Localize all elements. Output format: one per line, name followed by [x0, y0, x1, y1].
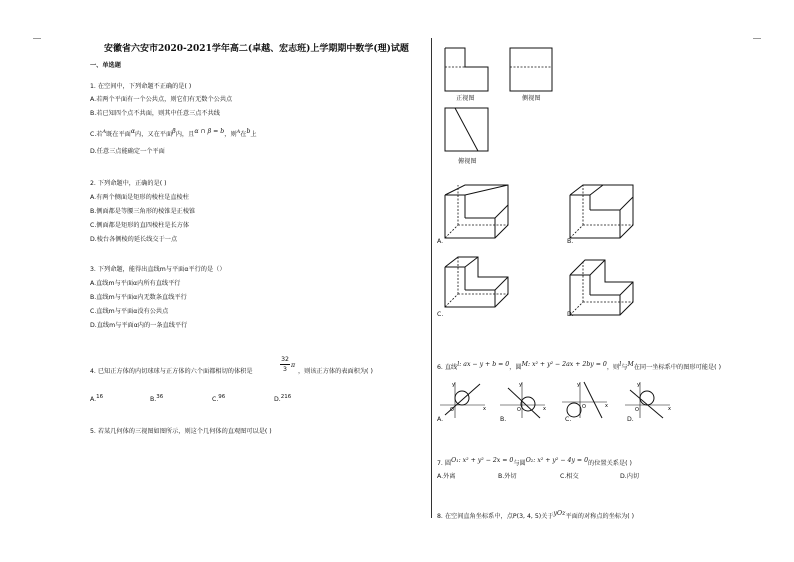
q2-stem: 2. 下列命题中，正确的是( )	[90, 180, 167, 187]
svg-text:O: O	[517, 407, 521, 413]
q7-option-b: B.外切	[498, 473, 517, 480]
q4-option-b: B.$^{36}$	[150, 394, 164, 404]
q7-option-d: D.内切	[620, 473, 640, 480]
svg-text:y: y	[637, 382, 640, 388]
q6-graph-c	[562, 380, 612, 420]
q5-option-a-solid	[440, 180, 520, 245]
q1-option-c: C.若$^A$既在平面α内，又在平面β内，且α ∩ β = b，则$^A$在b上	[90, 128, 257, 138]
q5-option-c-solid	[440, 252, 520, 317]
q2-option-a: A.有两个侧面是矩形的棱柱是直棱柱	[90, 194, 189, 201]
q6-option-b-label: B.	[500, 416, 507, 423]
side-view-label: 侧视图	[522, 95, 541, 102]
q4-option-d: D.$^{216}$	[274, 394, 292, 404]
q2-option-b: B.侧面都是等腰三角形的棱锥是正棱锥	[90, 208, 196, 215]
q3-option-c: C.直线m与平面α没有公共点	[90, 308, 169, 315]
q5-option-c-label: C.	[437, 311, 444, 318]
q4-option-a: A.$^{16}$	[90, 394, 104, 404]
q4-pi: π	[291, 362, 296, 369]
page-title: 安徽省六安市2020-2021学年高二(卓越、宏志班)上学期期中数学(理)试题	[104, 44, 409, 54]
q4-stem-tail: ，则该正方体的表面积为( )	[298, 368, 373, 375]
q7-stem: 7. 圆O₁: x² + y² − 2x = 0与圆O₂: x² + y² − 4y = 0的位置关系是( )	[437, 457, 632, 467]
q1-stem: 1. 在空间中，下列命题不正确的是( )	[90, 83, 192, 90]
q6-graph-a	[440, 380, 490, 420]
page-corner-mark	[753, 38, 761, 39]
q6-stem: 6. 直线l: ax − y + b = 0，圆M: x² + y² − 2ax + 2by = 0，则l与M在同一坐标系中的图形可能是( )	[437, 361, 721, 371]
q5-option-a-label: A.	[437, 238, 444, 245]
svg-text:y: y	[452, 382, 455, 388]
front-view-label: 正视图	[456, 95, 475, 102]
q3-option-d: D.直线m与平面α内的一条直线平行	[90, 322, 188, 329]
svg-text:O: O	[450, 407, 454, 413]
q1-option-a: A.若两个平面有一个公共点，则它们有无数个公共点	[90, 96, 233, 103]
q4-stem: 4. 已知正方体的内切球球与正方体的六个面都相切的体积是	[90, 368, 253, 375]
q7-option-c: C.相交	[560, 473, 579, 480]
front-view-figure	[440, 45, 500, 95]
svg-text:O: O	[635, 407, 639, 413]
svg-text:O: O	[582, 404, 586, 410]
q4-option-c: C.$^{96}$	[212, 394, 226, 404]
q6-graph-d	[625, 380, 675, 420]
q7-option-a: A.外离	[437, 473, 456, 480]
q5-option-d-label: D.	[567, 311, 574, 318]
column-divider	[431, 38, 432, 518]
q6-option-c-label: C.	[565, 416, 572, 423]
svg-text:x: x	[483, 406, 486, 412]
q1-option-b: B.若已知四个点不共面，则其中任意三点不共线	[90, 110, 220, 117]
svg-text:x: x	[543, 406, 546, 412]
q5-option-b-label: B.	[567, 238, 574, 245]
q2-option-d: D.棱台各侧棱的延长线交于一点	[90, 236, 178, 243]
section-heading: 一、单选题	[90, 62, 121, 69]
q4-fraction-denominator: 3	[283, 366, 287, 373]
top-view-label: 俯视图	[458, 158, 477, 165]
q6-option-a-label: A.	[437, 416, 444, 423]
q4-fraction-numerator: 32	[281, 356, 289, 363]
svg-text:x: x	[605, 403, 608, 409]
q6-option-d-label: D.	[627, 416, 634, 423]
q2-option-c: C.侧面都是矩形的直四棱柱是长方体	[90, 222, 190, 229]
q3-stem: 3. 下列命题，能得出直线m与平面α平行的是（）	[90, 266, 226, 273]
q5-stem: 5. 若某几何体的三视图如图所示，则这个几何体的直观图可以是( )	[90, 428, 272, 435]
q3-option-a: A.直线m与平面α内所有直线平行	[90, 280, 181, 287]
q1-option-d: D.任意三点能确定一个平面	[90, 148, 165, 155]
q6-graph-b	[500, 380, 550, 420]
page-corner-mark	[33, 38, 41, 39]
q3-option-b: B.直线m与平面α内无数条直线平行	[90, 294, 187, 301]
svg-text:x: x	[668, 406, 671, 412]
q5-option-d-solid	[565, 255, 640, 320]
svg-text:y: y	[577, 382, 580, 388]
q8-stem: 8. 在空间直角坐标系中，点P(3, 4, 5)关于yOz平面的对称点的坐标为( )	[437, 510, 635, 520]
top-view-figure	[440, 105, 500, 155]
side-view-figure	[506, 45, 556, 95]
svg-text:y: y	[519, 382, 522, 388]
q5-option-b-solid	[565, 180, 640, 245]
